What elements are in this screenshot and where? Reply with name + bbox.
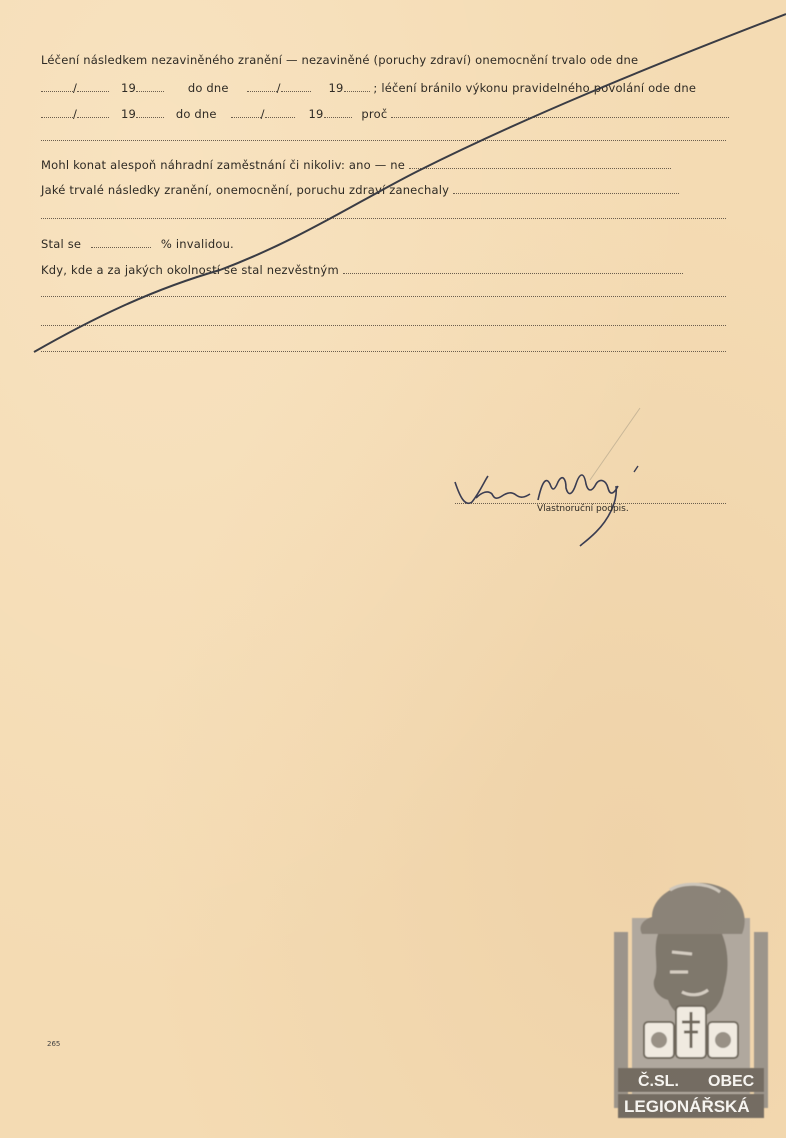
emblem-text-right: OBEC: [708, 1073, 755, 1090]
text-line-dates-2: / 19 do dne / 19 proč: [41, 107, 729, 121]
invalidity-label: invalidou.: [175, 237, 234, 251]
year-prefix: 19: [328, 81, 344, 95]
treatment-prevented-text: ; léčení bránilo výkonu pravidelného povolání ode dne: [373, 81, 697, 95]
emblem-text-left: Č.SL.: [638, 1073, 679, 1090]
page-number: 265: [47, 1040, 61, 1048]
until-label: do dne: [175, 107, 217, 121]
legion-emblem-watermark: [612, 872, 770, 1120]
text-line-dates-1: / 19 do dne / 19 ; léčení bránilo výkonu pravidelného povolání ode dne: [41, 81, 696, 95]
percent-sign: %: [160, 237, 173, 251]
treatment-text: Léčení následkem nezaviněného zranění — nezaviněné (poruchy zdraví) onemocnění trvalo ode dne: [41, 53, 639, 67]
became-label: Stal se: [41, 237, 82, 251]
year-prefix: 19: [120, 81, 136, 95]
emblem-text-bottom: LEGIONÁŘSKÁ: [624, 1097, 750, 1116]
year-prefix: 19: [120, 107, 136, 121]
year-prefix: 19: [308, 107, 324, 121]
missing-circumstances-text: Kdy, kde a za jakých okolností se stal nezvěstným: [41, 263, 339, 277]
signature-label: Vlastnoruční podpis.: [537, 504, 629, 514]
substitute-work-text: Mohl konat alespoň náhradní zaměstnání či nikoliv: ano — ne: [41, 158, 406, 172]
until-label: do dne: [187, 81, 229, 95]
permanent-effects-text: Jaké trvalé následky zranění, onemocnění, poruchu zdraví zanechaly: [41, 183, 450, 197]
why-label: proč: [361, 107, 388, 121]
